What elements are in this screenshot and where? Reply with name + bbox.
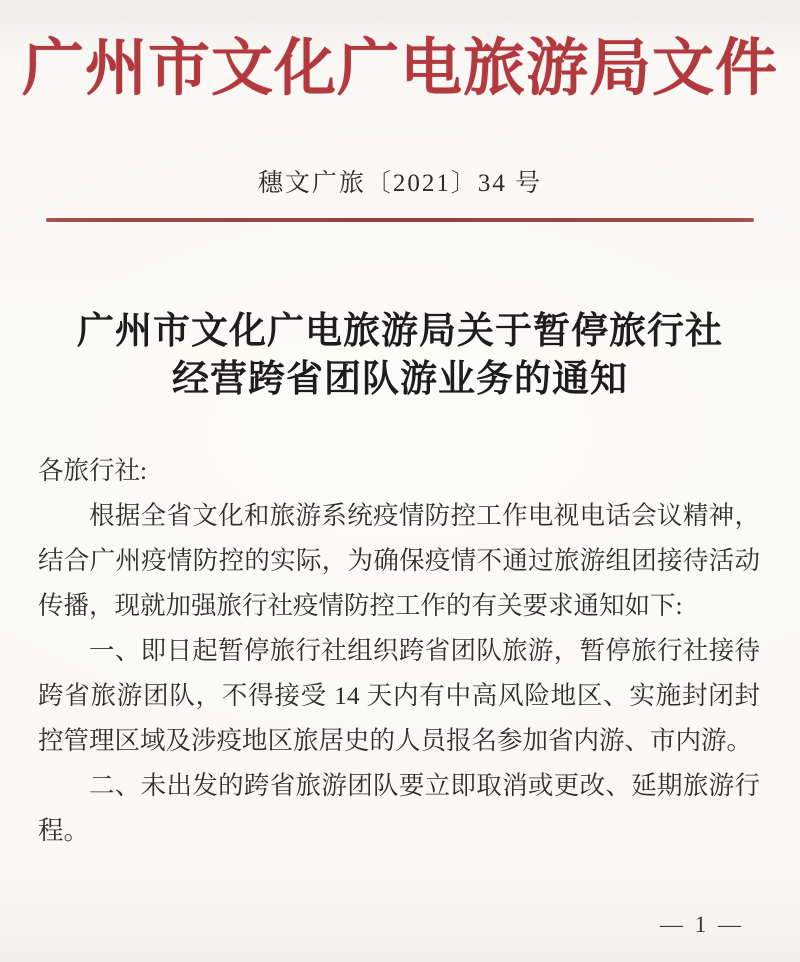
notice-title	[0, 308, 800, 404]
red-divider-line	[46, 218, 754, 222]
page-number: — 1 —	[660, 912, 744, 937]
paragraph-basis: 根据全省文化和旅游系统疫情防控工作电视电话会议精神，结合广州疫情防控的实际，为确保疫情不通过旅游组团接待活动传播，现就加强旅行社疫情防控工作的有关要求通知如下:	[38, 501, 760, 621]
paragraph-item-2: 二、未出发的跨省旅游团队要立即取消或更改、延期旅游行程。	[38, 771, 760, 846]
notice-body	[38, 448, 760, 853]
notice-title-line2: 经营跨省团队游业务的通知	[172, 359, 628, 401]
document-number: 穗文广旅〔2021〕34 号	[257, 169, 543, 197]
paragraph-item-1: 一、即日起暂停旅行社组织跨省团队旅游，暂停旅行社接待跨省旅游团队，不得接受 14 天内有中高风险地区、实施封闭封控管理区域及涉疫地区旅居史的人员报名参加省内游、市内游。	[38, 636, 760, 756]
salutation: 各旅行社:	[38, 456, 148, 486]
letterhead-org-title: 广州市文化广电旅游局文件	[21, 35, 778, 103]
notice-title-line1: 广州市文化广电旅游局关于暂停旅行社	[77, 311, 723, 353]
